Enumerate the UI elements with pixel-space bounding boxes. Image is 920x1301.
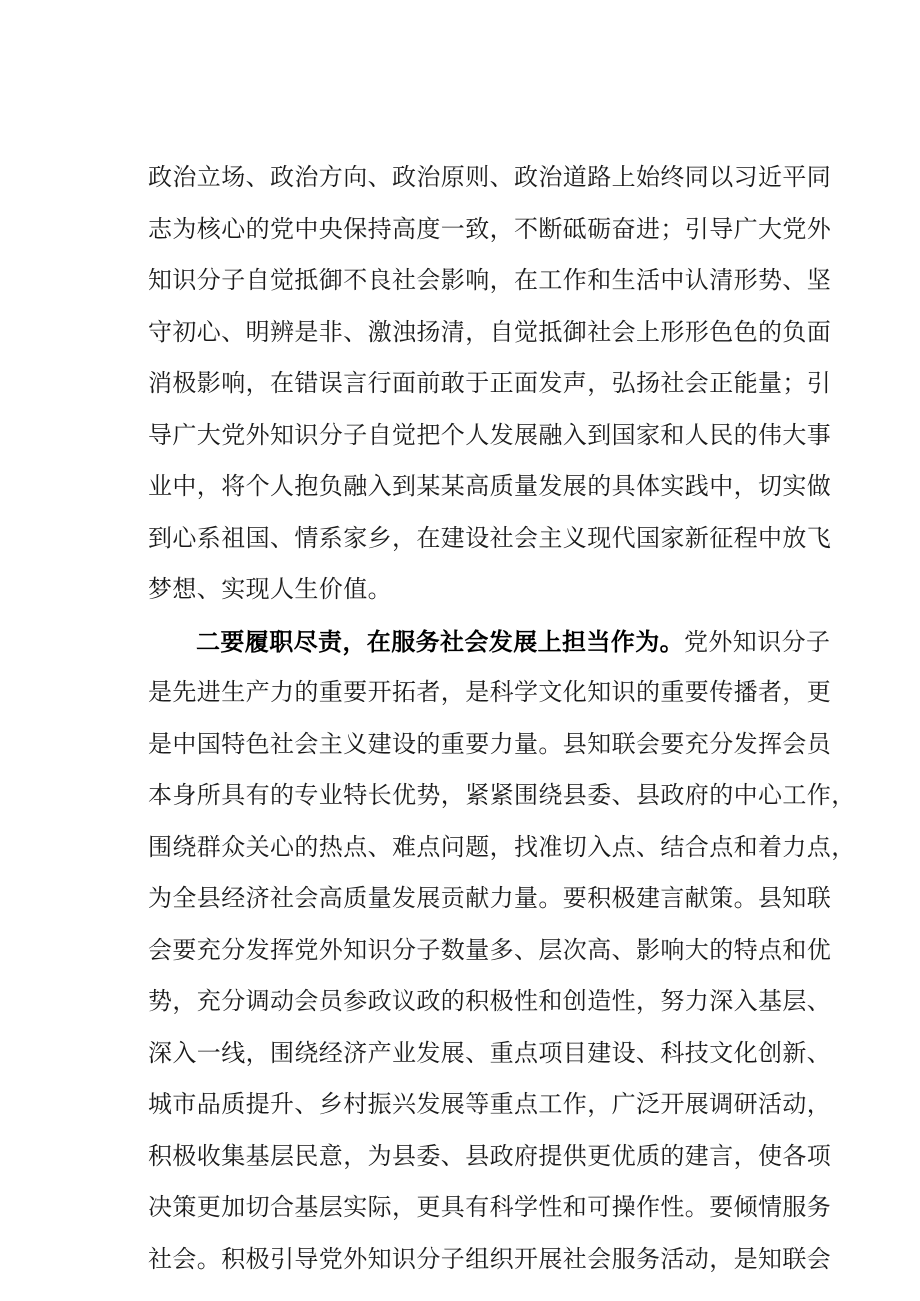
text-line: 知识分子自觉抵御不良社会影响，在工作和生活中认清形势、坚 bbox=[148, 266, 832, 294]
text-line: 守初心、明辨是非、激浊扬清，自觉抵御社会上形形色色的负面 bbox=[148, 317, 832, 346]
text-line: 是先进生产力的重要开拓者，是科学文化知识的重要传播者，更 bbox=[148, 678, 832, 706]
text-line: 城市品质提升、乡村振兴发展等重点工作，广泛开展调研活动， bbox=[148, 1090, 832, 1118]
section-heading: 二要履职尽责，在服务社会发展上担当作为。 bbox=[196, 626, 684, 656]
text-line: 为全县经济社会高质量发展贡献力量。要积极建言献策。县知联 bbox=[148, 884, 832, 912]
text-line: 社会。积极引导党外知识分子组织开展社会服务活动，是知联会 bbox=[148, 1244, 832, 1273]
text-line: 业中，将个人抱负融入到某某高质量发展的具体实践中，切实做 bbox=[148, 472, 832, 500]
text-line: 决策更加切合基层实际，更具有科学性和可操作性。要倾情服务 bbox=[148, 1193, 832, 1221]
text-line: 深入一线，围绕经济产业发展、重点项目建设、科技文化创新、 bbox=[148, 1038, 832, 1067]
text-line: 本身所具有的专业特长优势，紧紧围绕县委、县政府的中心工作， bbox=[148, 781, 856, 809]
text-line: 导广大党外知识分子自觉把个人发展融入到国家和人民的伟大事 bbox=[148, 420, 832, 449]
text-line: 势，充分调动会员参政议政的积极性和创造性，努力深入基层、 bbox=[148, 987, 832, 1015]
text-line: 志为核心的党中央保持高度一致，不断砥砺奋进；引导广大党外 bbox=[148, 214, 832, 243]
text-line: 会要充分发挥党外知识分子数量多、层次高、影响大的特点和优 bbox=[148, 935, 832, 964]
text-line: 是中国特色社会主义建设的重要力量。县知联会要充分发挥会员 bbox=[148, 729, 832, 758]
text-line: 积极收集基层民意，为县委、县政府提供更优质的建言，使各项 bbox=[148, 1141, 832, 1170]
text-line: 围绕群众关心的热点、难点问题，找准切入点、结合点和着力点， bbox=[148, 832, 856, 861]
text-fragment: 党外知识分子 bbox=[684, 627, 831, 656]
text-line: 到心系祖国、情系家乡，在建设社会主义现代国家新征程中放飞 bbox=[148, 523, 832, 552]
text-line: 政治立场、政治方向、政治原则、政治道路上始终同以习近平同 bbox=[148, 163, 832, 191]
text-line: 梦想、实现人生价值。 bbox=[148, 575, 392, 603]
text-line: 消极影响，在错误言行面前敢于正面发声，弘扬社会正能量；引 bbox=[148, 369, 832, 397]
body-text bbox=[148, 152, 856, 1285]
paragraph-2-first-line bbox=[148, 616, 831, 668]
